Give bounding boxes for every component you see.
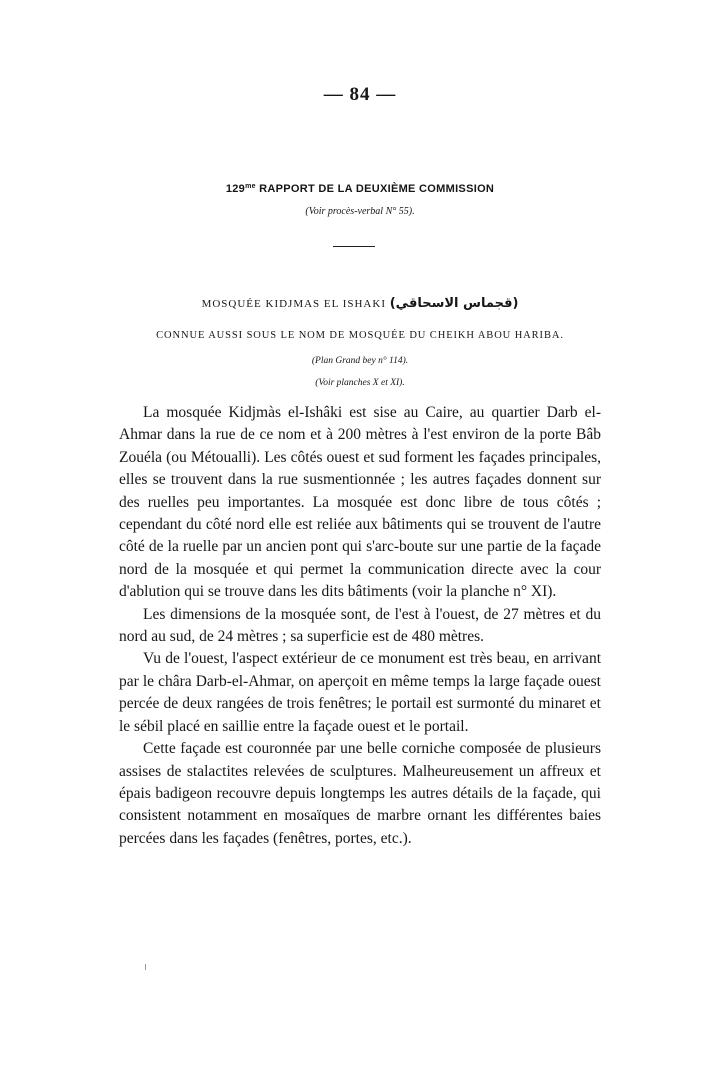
mosque-subtitle: CONNUE AUSSI SOUS LE NOM DE MOSQUÉE DU CHEIKH ABOU HARIBA. bbox=[156, 330, 564, 341]
page-number: — 84 — bbox=[323, 84, 397, 105]
print-speck bbox=[145, 964, 146, 970]
plates-reference: (Voir planches X et XI). bbox=[315, 378, 405, 388]
paragraph: La mosquée Kidjmàs el-Ishâki est sise au Caire, au quartier Darb el-Ahmar dans la rue de ce nom et à 200 mètres à l'est environ de la porte Bâb Zouéla (ou Métoualli). Les côtés ouest et sud forment les façades principales, elles se trouvent dans la rue susmentionnée ; les autres façades donnent sur des ruelles peu importantes. La mosquée est donc libre de tous côtés ; cependant du côté nord elle est reliée aux bâtiments qui se trouvent de l'autre côté de la ruelle par un ancien pont qui s'arc-boute sur une partie de la façade nord de la mosquée et qui permet la communication directe avec la cour d'ablution qui se trouve dans les dits bâtiments (voir la planche n° XI). bbox=[119, 404, 601, 601]
mosque-title-text: MOSQUÉE KIDJMAS EL ISHAKI bbox=[201, 298, 386, 310]
paragraph: Cette façade est couronnée par une belle corniche composée de plusieurs assises de stalactites relevées de sculptures. Malheureusement un affreux et épais badigeon recouvre depuis longtemps les autres détails de la façade, qui consistent notamment en mosaïques de marbre ornant les différentes baies percées dans les façades (fenêtres, portes, etc.). bbox=[119, 740, 601, 847]
mosque-title bbox=[0, 296, 720, 311]
report-title-text: RAPPORT DE LA DEUXIÈME COMMISSION bbox=[259, 183, 495, 195]
report-ordinal-suffix: me bbox=[245, 183, 256, 190]
mosque-arabic-name: (قجماس الاسحاقي) bbox=[389, 296, 519, 311]
report-ordinal: 129 bbox=[225, 183, 246, 195]
paragraph: Les dimensions de la mosquée sont, de l'est à l'ouest, de 27 mètres et du nord au sud, de 24 mètres ; sa superficie est de 480 mètres. bbox=[119, 605, 601, 646]
plan-reference: (Plan Grand bey n° 114). bbox=[311, 356, 409, 366]
section-divider bbox=[333, 246, 375, 247]
body-text bbox=[119, 402, 601, 850]
report-title bbox=[0, 183, 720, 195]
report-reference: (Voir procès-verbal N° 55). bbox=[305, 206, 415, 217]
paragraph: Vu de l'ouest, l'aspect extérieur de ce monument est très beau, en arrivant par le châra Darb-el-Ahmar, on aperçoit en même temps la large façade ouest percée de deux rangées de trois fenêtres; le portail est surmonté du minaret et le sébil placé en saillie entre la façade ouest et le portail. bbox=[119, 650, 601, 735]
